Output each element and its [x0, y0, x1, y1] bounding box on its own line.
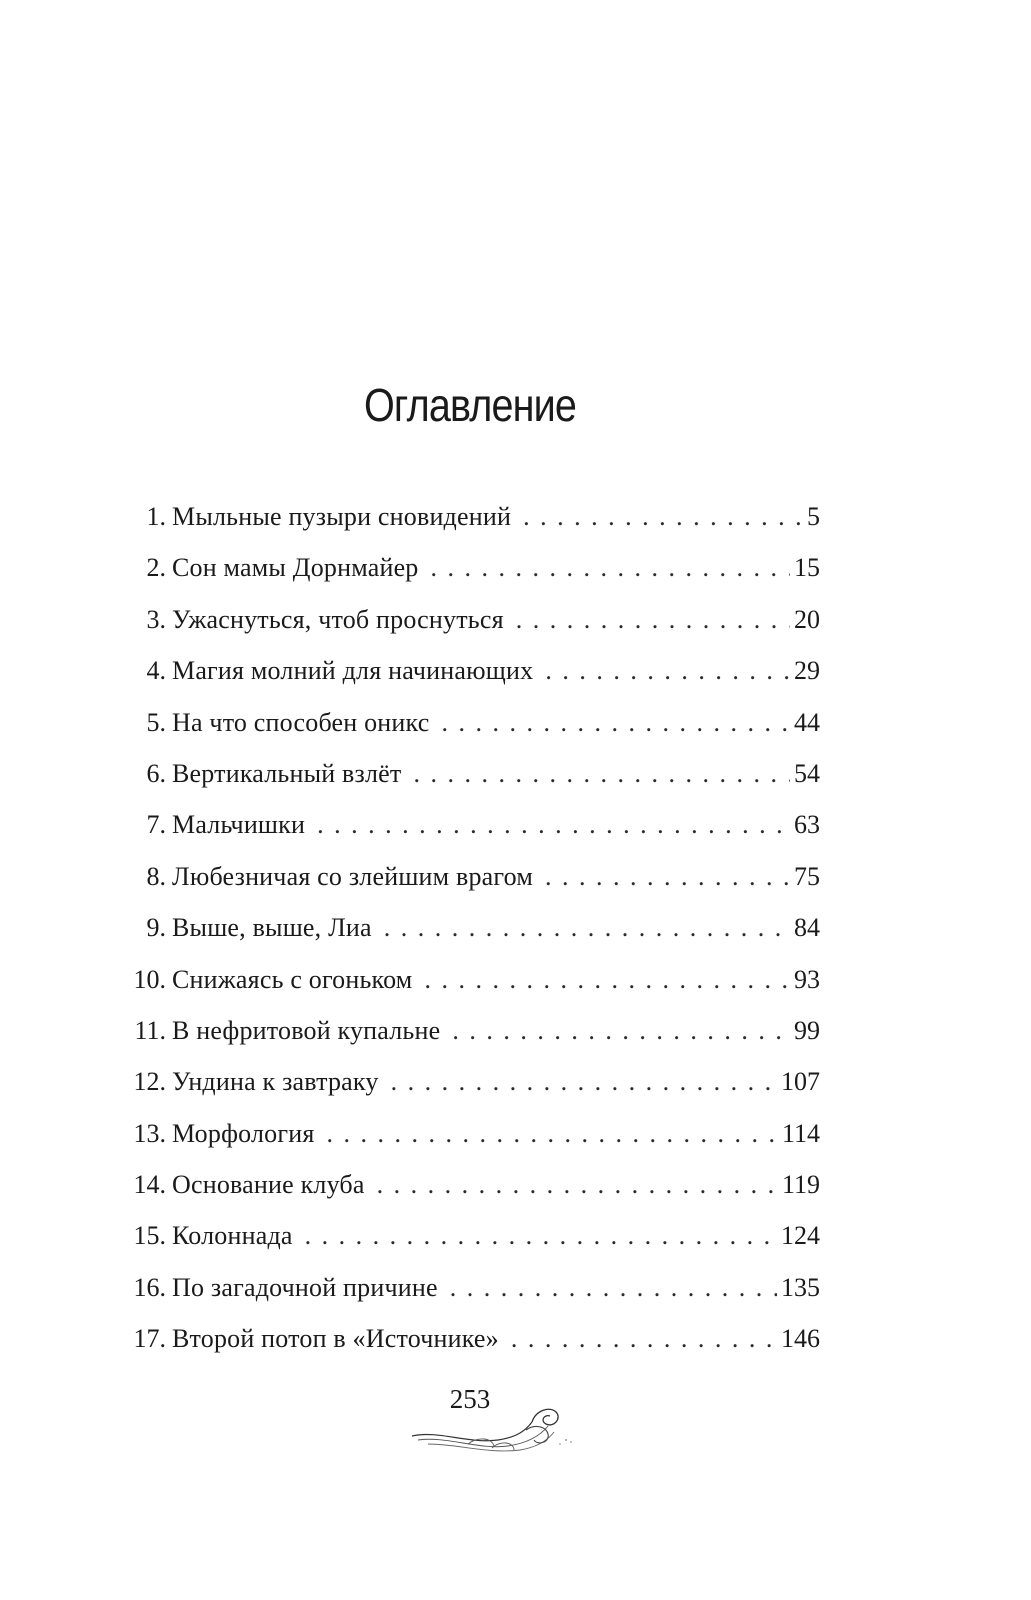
dot-leader: [545, 651, 790, 691]
toc-entry-page: 54: [794, 758, 820, 788]
toc-entry-number: 3.: [146, 604, 166, 634]
dot-leader: [305, 1216, 777, 1256]
dot-leader: [511, 1319, 777, 1359]
toc-entry: [120, 600, 820, 651]
toc-entry-number: 2.: [146, 553, 166, 583]
toc-entry-page: 124: [781, 1221, 820, 1251]
toc-entry-title: На что способен оникс: [172, 707, 430, 737]
dot-leader: [424, 960, 790, 1000]
toc-entry-page: 75: [794, 861, 820, 891]
toc-entry-page: 93: [794, 964, 820, 994]
toc-entry-title: Вертикальный взлёт: [172, 758, 402, 788]
toc-entry-page: 20: [794, 604, 820, 634]
toc-entry-title: В нефритовой купальне: [172, 1015, 441, 1045]
toc-entry-title: Основание клуба: [172, 1170, 365, 1200]
toc-entry-number: 11.: [134, 1015, 166, 1045]
toc-entry-page: 5: [807, 502, 820, 531]
toc-entry: [120, 1114, 820, 1165]
toc-entry: [120, 497, 820, 548]
toc-entry-page: 29: [794, 656, 820, 686]
toc-entry-number: 6.: [146, 758, 166, 788]
toc-entry-number: 13.: [133, 1118, 166, 1148]
toc-entry: [120, 1216, 820, 1267]
dot-leader: [452, 1011, 790, 1051]
toc-entry: [120, 1011, 820, 1062]
toc-entry-number: 7.: [146, 810, 166, 840]
toc-entry-page: 146: [781, 1324, 820, 1354]
dot-leader: [384, 908, 790, 948]
toc-entry-number: 12.: [133, 1067, 166, 1097]
toc-entry-title: По загадочной причине: [172, 1272, 438, 1302]
toc-entry: [120, 908, 820, 959]
toc-entry-title: Мальчишки: [172, 810, 306, 840]
toc-entry-page: 114: [781, 1118, 820, 1148]
toc-entry-title: Любезничая со злейшим врагом: [172, 861, 533, 891]
dot-leader: [523, 497, 803, 537]
toc-entry: [120, 754, 820, 805]
toc-entry: [120, 857, 820, 908]
toc-entry: [120, 1165, 820, 1216]
dot-leader: [317, 805, 790, 845]
toc-entry-title: Снижаясь с огоньком: [172, 964, 413, 994]
dot-leader: [450, 1268, 777, 1308]
toc-entry-number: 16.: [133, 1272, 166, 1302]
toc-entry-number: 9.: [146, 913, 166, 943]
dot-leader: [516, 600, 790, 640]
table-of-contents: [120, 497, 820, 1371]
toc-entry-number: 5.: [146, 707, 166, 737]
toc-entry-title: Сон мамы Дорнмайер: [172, 553, 419, 583]
toc-entry: [120, 805, 820, 856]
dot-leader: [545, 857, 790, 897]
toc-entry-page: 107: [781, 1067, 820, 1097]
page-number: 253: [449, 1384, 491, 1414]
toc-entry-number: 10.: [133, 964, 166, 994]
toc-entry: [120, 960, 820, 1011]
toc-entry-number: 8.: [146, 861, 166, 891]
dot-leader: [431, 548, 790, 588]
toc-entry-title: Мыльные пузыри сновидений: [172, 502, 512, 531]
toc-entry: [120, 651, 820, 702]
toc-entry: [120, 1319, 820, 1370]
wave-flourish-icon: [408, 1400, 578, 1460]
toc-entry-page: 119: [781, 1170, 820, 1200]
toc-entry: [120, 1268, 820, 1319]
toc-entry-page: 15: [794, 553, 820, 583]
dot-leader: [391, 1062, 777, 1102]
toc-entry-title: Морфология: [172, 1118, 315, 1148]
toc-entry-title: Колоннада: [172, 1221, 293, 1251]
toc-entry-title: Ужаснуться, чтоб проснуться: [172, 604, 504, 634]
toc-entry-page: 84: [794, 913, 820, 943]
toc-entry: [120, 1062, 820, 1113]
toc-entry-number: 1.: [146, 502, 166, 531]
toc-entry-number: 4.: [146, 656, 166, 686]
dot-leader: [327, 1114, 778, 1154]
toc-entry-title: Ундина к завтраку: [172, 1067, 379, 1097]
toc-entry: [120, 703, 820, 754]
toc-entry-number: 14.: [133, 1170, 166, 1200]
toc-entry-page: 63: [794, 810, 820, 840]
toc-entry-page: 99: [794, 1015, 820, 1045]
toc-entry: [120, 548, 820, 599]
page-title: Оглавление: [364, 379, 576, 431]
toc-entry-title: Второй потоп в «Источнике»: [172, 1324, 499, 1354]
dot-leader: [377, 1165, 778, 1205]
toc-entry-title: Магия молний для начинающих: [172, 656, 534, 686]
toc-entry-number: 15.: [133, 1221, 166, 1251]
toc-entry-page: 135: [781, 1272, 820, 1302]
toc-entry-title: Выше, выше, Лиа: [172, 913, 372, 943]
dot-leader: [441, 703, 790, 743]
toc-entry-page: 44: [794, 707, 820, 737]
toc-entry-number: 17.: [133, 1324, 166, 1354]
dot-leader: [413, 754, 790, 794]
